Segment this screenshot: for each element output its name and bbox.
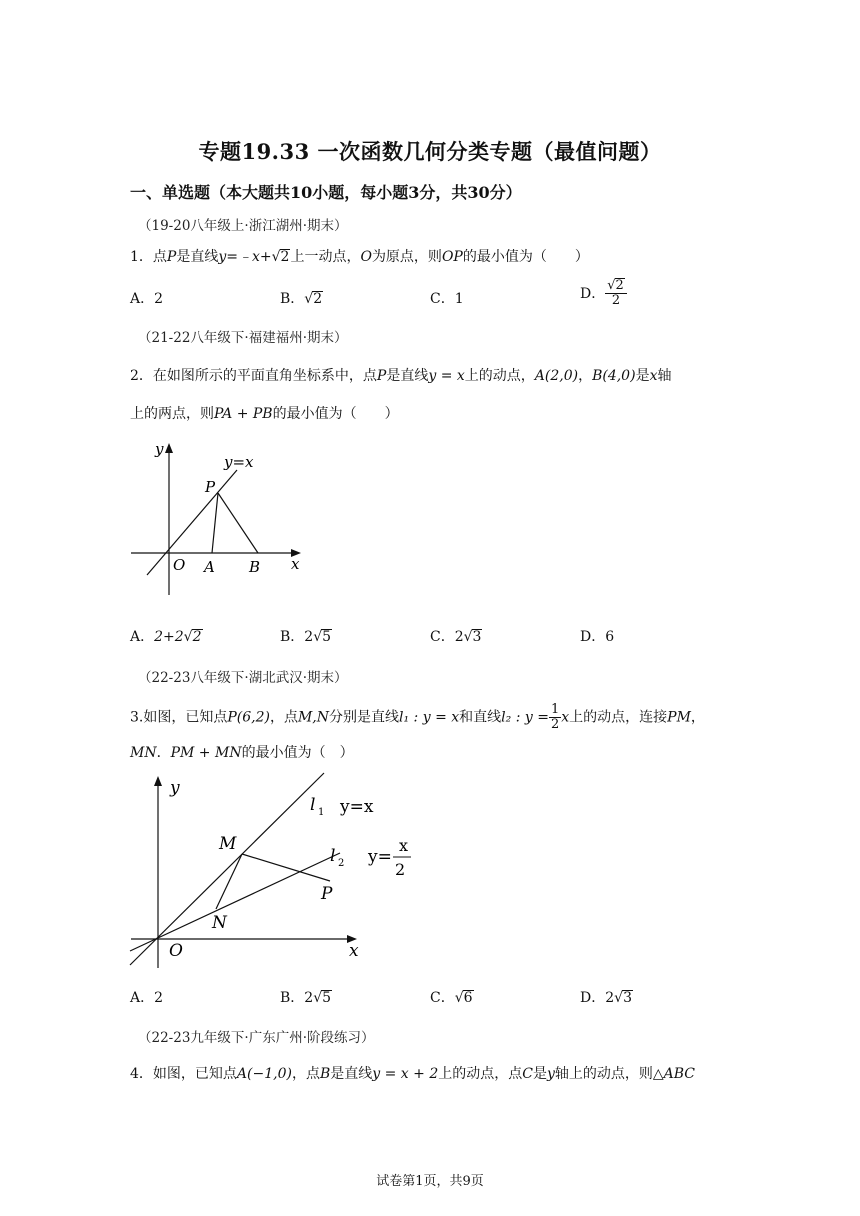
q1-option-a[interactable]: A．2 xyxy=(130,291,164,307)
q2-figure xyxy=(125,435,310,605)
q3-figure xyxy=(125,768,425,973)
q3-l1-sub: 1 xyxy=(318,807,325,818)
q4-source: （22-23九年级下·广东广州·阶段练习） xyxy=(138,1030,375,1046)
section-heading: 一、单选题（本大题共10小题，每小题3分，共30分） xyxy=(130,183,522,202)
q3-line-l1 xyxy=(130,773,324,965)
q3-point-p-label: P xyxy=(321,884,333,904)
q2-x-label: x xyxy=(291,555,300,573)
q3-y-arrow-icon xyxy=(154,776,162,786)
q2-y-arrow-icon xyxy=(165,443,173,453)
q3-point-m-label: M xyxy=(219,834,237,854)
q2-y-label: y xyxy=(155,440,164,458)
q3-segment-mp xyxy=(242,854,330,881)
page-footer: 试卷第1页，共9页 xyxy=(376,1174,484,1189)
q3-l1-eq: y=x xyxy=(340,797,374,817)
q3-x-label: x xyxy=(349,941,359,961)
q1-option-b[interactable]: B．√2 xyxy=(280,291,323,307)
q3-option-a[interactable]: A．2 xyxy=(130,990,164,1006)
q2-stem-line1: 2．在如图所示的平面直角坐标系中，点P是直线y = x上的动点，A(2,0)，B(4,0)是x轴 xyxy=(130,368,672,384)
q3-l2-sub: 2 xyxy=(338,858,345,869)
q2-line-label: y=x xyxy=(224,453,254,471)
q2-stem-line2: 上的两点，则PA + PB的最小值为（ ） xyxy=(130,406,399,422)
q3-stem-line1: 3.如图，已知点P(6,2)，点M,N分别是直线l₁ : y = x和直线l₂ : y = $\frac{1}{2}$ x上的动点，连接PM， xyxy=(130,702,705,732)
q2-point-a-label: A xyxy=(204,558,215,576)
q3-stem-line2: MN．PM + MN的最小值为（ ） xyxy=(130,745,354,761)
q1-stem: 1．点P是直线y=﹣x+√2上一动点，O为原点，则OP的最小值为（ ） xyxy=(130,249,589,265)
page-title: 专题19.33 一次函数几何分类专题（最值问题） xyxy=(198,139,662,164)
q2-source: （21-22八年级下·福建福州·期末） xyxy=(138,330,348,346)
q2-option-b[interactable]: B．2√5 xyxy=(280,629,332,645)
q3-l2-eq-num: x xyxy=(399,836,409,855)
q2-line-y-eq-x xyxy=(147,470,237,575)
q2-option-a[interactable]: A．2+2√2 xyxy=(130,629,202,645)
q3-source: （22-23八年级下·湖北武汉·期末） xyxy=(138,670,348,686)
q3-origin-label: O xyxy=(169,941,183,961)
q3-option-b[interactable]: B．2√5 xyxy=(280,990,332,1006)
q2-option-d[interactable]: D．6 xyxy=(580,629,615,645)
q1-source: （19-20八年级上·浙江湖州·期末） xyxy=(138,218,348,234)
q2-segment-pa xyxy=(212,493,218,553)
q3-option-c[interactable]: C．√6 xyxy=(430,990,473,1006)
q4-stem: 4．如图，已知点A(−1,0)，点B是直线y = x + 2上的动点，点C是y轴上的动点，则△ABC xyxy=(130,1066,696,1082)
q1-option-d[interactable]: D． $\frac{√2}{2}$ xyxy=(580,278,627,308)
q2-point-b-label: B xyxy=(249,558,261,576)
q2-option-c[interactable]: C．2√3 xyxy=(430,629,482,645)
q3-option-d[interactable]: D．2√3 xyxy=(580,990,632,1006)
q3-l2-label: l xyxy=(330,846,336,866)
q3-l1-label: l xyxy=(310,795,316,815)
q2-point-p-label: P xyxy=(205,478,216,496)
q2-origin-label: O xyxy=(173,556,186,574)
q3-l2-eq-den: 2 xyxy=(395,860,406,879)
q1-option-c[interactable]: C．1 xyxy=(430,291,464,307)
q3-l2-eq-y: y= xyxy=(368,847,392,867)
q2-segment-pb xyxy=(218,493,258,553)
q3-y-label: y xyxy=(170,778,180,798)
q3-point-n-label: N xyxy=(212,913,227,933)
